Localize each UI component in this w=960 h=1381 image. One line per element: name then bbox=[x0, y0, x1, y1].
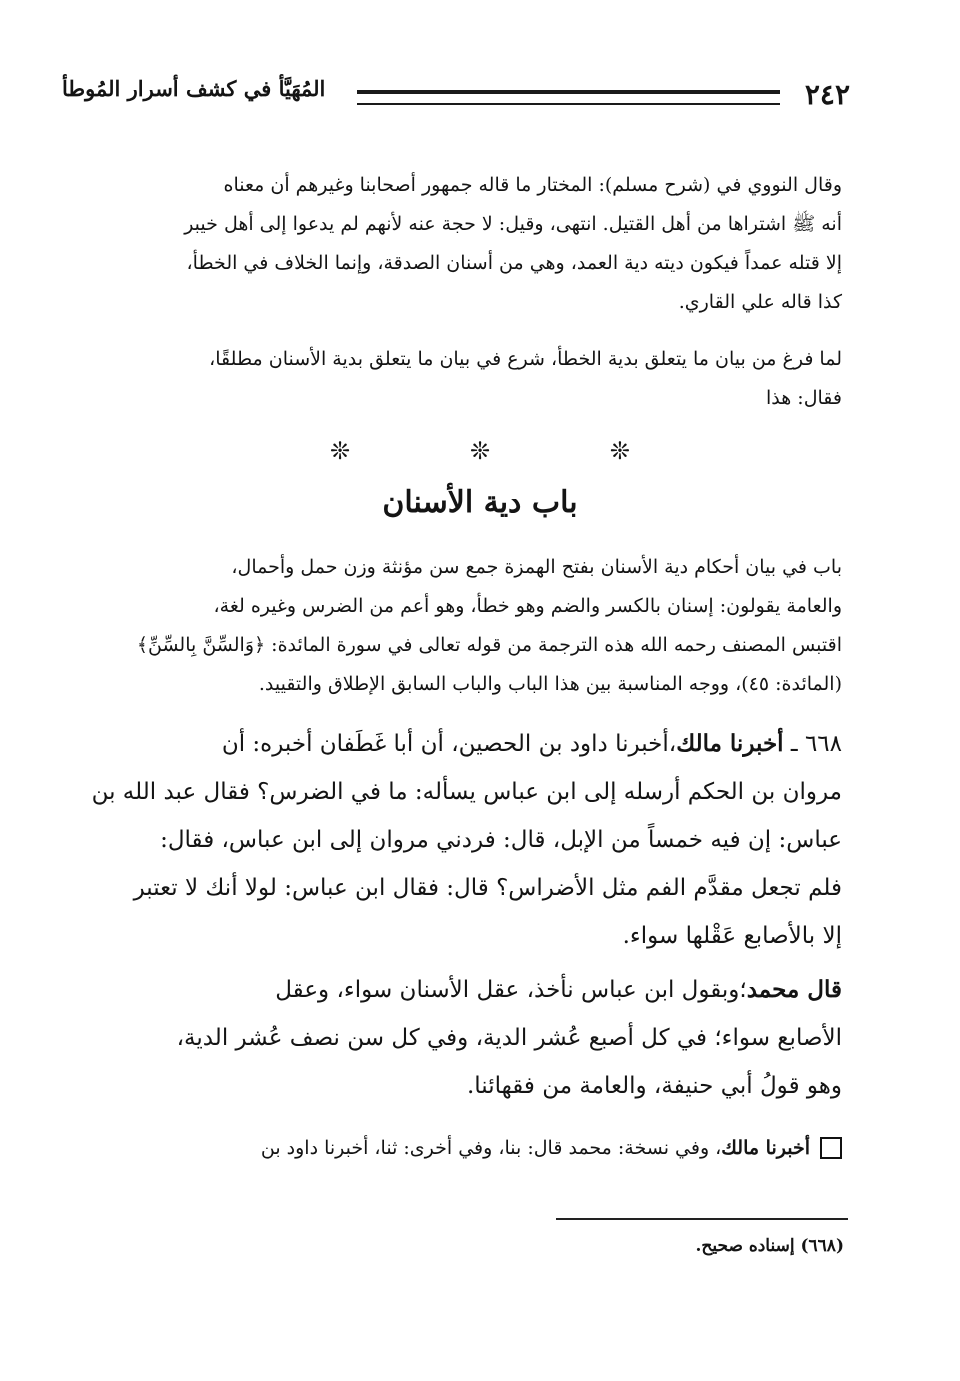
text-line: إلا بالأصابع عَقْلها سواء. bbox=[622, 923, 842, 949]
hadith-number: ٦٦٨ ـ bbox=[790, 731, 842, 757]
section-separator bbox=[330, 437, 630, 465]
footnote-rule bbox=[556, 1218, 848, 1220]
text-line: عباس: إن فيه خمساً من الإبل، قال: فردني مروان إلى ابن عباس، فقال: bbox=[160, 827, 842, 853]
text-line: وهو قولُ أبي حنيفة، والعامة من فقهائنا. bbox=[466, 1073, 842, 1099]
muhammad-paragraph bbox=[78, 966, 842, 1110]
commentary-paragraph bbox=[78, 548, 842, 704]
text-line: والعامة يقولون: إسنان بالكسر والضم وهو خطأ، وهو أعم من الضرس وغيره لغة، bbox=[213, 595, 842, 617]
text-line: إلا قتله عمداً فيكون ديته دية العمد، وهي من أسنان الصدقة، وإنما الخلاف في الخطأ، bbox=[186, 252, 842, 274]
note-lead: أخبرنا مالك bbox=[721, 1137, 810, 1159]
hadith-first-rest: ،أخبرنا داود بن الحصين، أن أبا غَطَفان أخبره: أن bbox=[221, 731, 677, 757]
star-ornament: ❊ bbox=[330, 437, 351, 465]
text-line: فقال: هذا bbox=[766, 387, 842, 409]
text-line: الأصابع سواء؛ في كل أصبع عُشر الدية، وفي كل سن نصف عُشر الدية، bbox=[176, 1025, 842, 1051]
hadith-paragraph bbox=[78, 720, 842, 960]
footnote: (٦٦٨) إسناده صحيح. bbox=[695, 1236, 844, 1256]
page-number: ٢٤٢ bbox=[804, 78, 850, 111]
variant-note-text bbox=[261, 1128, 810, 1168]
transition-paragraph bbox=[78, 340, 842, 418]
header-rule bbox=[357, 90, 780, 105]
text-line: كذا قاله علي القاري. bbox=[678, 291, 842, 313]
variant-note bbox=[78, 1128, 842, 1168]
text-line: (المائدة: ٤٥)، ووجه المناسبة بين هذا الباب والباب السابق الإطلاق والتقييد. bbox=[258, 673, 842, 695]
hadith-first-line bbox=[78, 720, 842, 768]
text-line: باب في بيان أحكام دية الأسنان بفتح الهمزة جمع سن مؤنثة وزن حمل وأحمال، bbox=[231, 556, 842, 578]
section-heading: باب دية الأسنان bbox=[382, 485, 578, 520]
book-title: المُهَيَّأ في كشف أسرار المُوطأ bbox=[62, 76, 326, 101]
hadith-lead: أخبرنا مالك bbox=[676, 730, 784, 757]
text-line: لما فرغ من بيان ما يتعلق بدية الخطأ، شرع في بيان ما يتعلق بدية الأسنان مطلقًا، bbox=[209, 348, 842, 370]
muhammad-lead: قال محمد bbox=[746, 976, 842, 1003]
muhammad-first-rest: ؛وبقول ابن عباس نأخذ، عقل الأسنان سواء، وعقل bbox=[275, 977, 747, 1003]
text-line: أنه ﷺ اشتراها من أهل القتيل. انتهى، وقيل: لا حجة عنه لأنهم لم يدعوا إلى أهل خيبر bbox=[184, 213, 842, 235]
star-ornament: ❊ bbox=[469, 437, 491, 465]
text-line: فلم تجعل مقدَّم الفم مثل الأضراس؟ قال: فقال ابن عباس: لولا أنك لا تعتبر bbox=[133, 875, 842, 901]
running-header bbox=[62, 76, 850, 120]
text-line: وقال النووي في (شرح مسلم): المختار ما قاله جمهور أصحابنا وغيرهم أن معناه bbox=[223, 174, 842, 196]
note-rest: ، وفي نسخة: محمد قال: بنا، وفي أخرى: ثنا، أخبرنا داود بن bbox=[260, 1137, 722, 1159]
star-ornament: ❊ bbox=[609, 437, 630, 465]
intro-paragraph bbox=[78, 166, 842, 322]
square-marker-icon bbox=[820, 1137, 842, 1159]
muhammad-first-line bbox=[78, 966, 842, 1014]
text-line: مروان بن الحكم أرسله إلى ابن عباس يسأله: ما في الضرس؟ فقال عبد الله بن bbox=[91, 779, 842, 805]
text-line: اقتبس المصنف رحمه الله هذه الترجمة من قوله تعالى في سورة المائدة: ﴿وَالسِّنَّ بِالسِّنِّ﴾ bbox=[136, 634, 842, 656]
